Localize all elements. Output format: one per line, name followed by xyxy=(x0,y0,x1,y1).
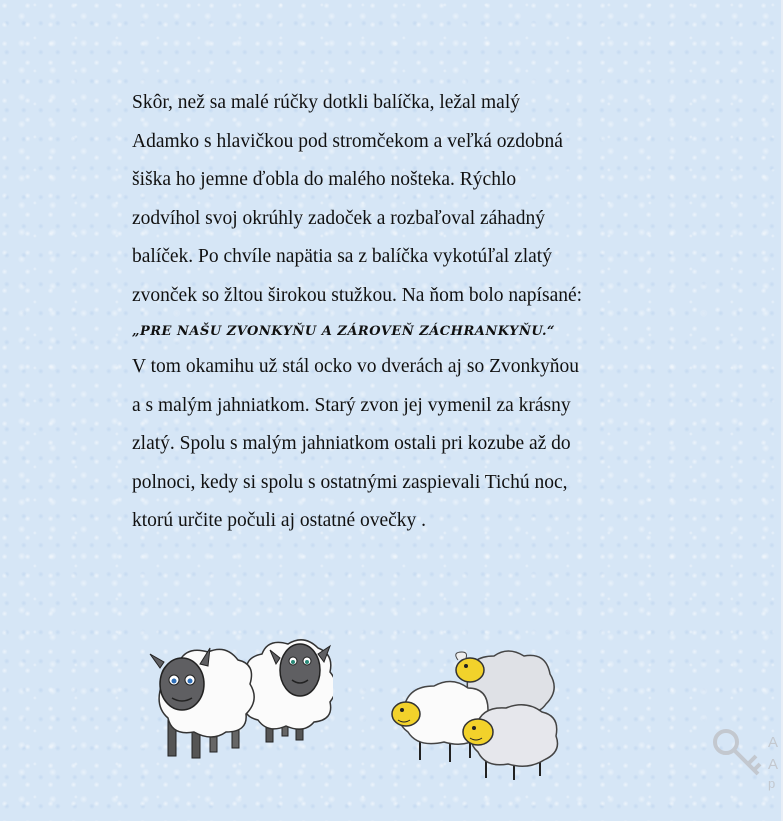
story-line: zlatý. Spolu s malým jahniatkom ostali pri kozube až do xyxy=(132,433,571,454)
story-line: Adamko s hlavičkou pod stromčekom a veľká ozdobná xyxy=(132,130,563,152)
sheep-right xyxy=(241,640,333,742)
story-line: V tom okamihu už stál ocko vo dverách aj so Zvonkyňou xyxy=(132,356,579,377)
yellow-sheep-illustration xyxy=(390,648,565,783)
bell-inscription: „PRE NAŠU ZVONKYŇU A ZÁROVEŇ ZÁCHRANKYŇU.“ xyxy=(132,324,555,339)
sheep-left xyxy=(150,648,254,758)
story-line: balíček. Po chvíle napätia sa z balíčka vykotúľal zlatý xyxy=(132,246,552,267)
grey-sheep-illustration xyxy=(148,628,333,763)
story-line: zvonček so žltou širokou stužkou. Na ňom bolo napísané: xyxy=(132,284,583,306)
key-icon xyxy=(712,728,764,780)
story-line: šiška ho jemne ďobla do malého nošteka. Rýchlo xyxy=(132,169,517,190)
story-line: polnoci, kedy si spolu s ostatnými zaspievali Tichú noc, xyxy=(132,471,568,493)
activation-watermark xyxy=(712,728,783,798)
story-line: ktorú určite počuli aj ostatné ovečky . xyxy=(132,510,427,531)
story-line: Skôr, než sa malé rúčky dotkli balíčka, ležal malý xyxy=(132,92,521,113)
story-text xyxy=(132,84,662,541)
story-line: zodvíhol svoj okrúhly zadoček a rozbaľoval záhadný xyxy=(132,207,545,229)
watermark-text: p xyxy=(768,776,776,791)
watermark-text: A xyxy=(768,756,779,773)
watermark-text: A xyxy=(768,734,779,751)
story-line: a s malým jahniatkom. Starý zvon jej vymenil za krásny xyxy=(132,394,571,416)
